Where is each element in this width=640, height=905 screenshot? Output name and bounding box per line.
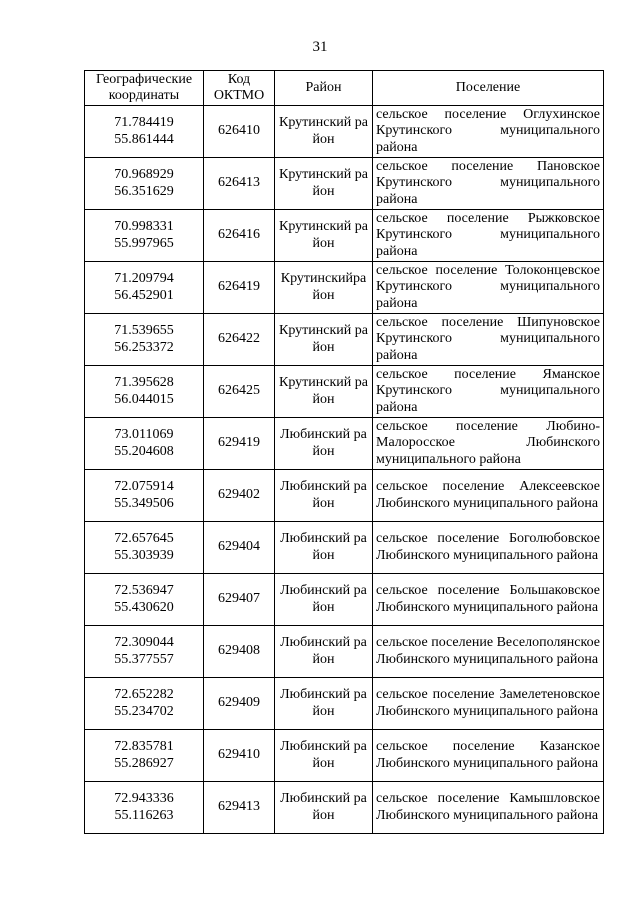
latitude-value: 55.303939 (114, 547, 174, 563)
longitude-value: 72.536947 (114, 583, 174, 598)
district-cell: Любинский район (275, 626, 373, 678)
district-cell: Крутинский район (275, 158, 373, 210)
district-cell: Крутинский район (275, 106, 373, 158)
oktmo-code-cell: 629407 (204, 574, 275, 626)
table-row (85, 210, 604, 262)
coordinates-cell (85, 678, 204, 730)
table-row (85, 574, 604, 626)
coordinates-cell (85, 366, 204, 418)
settlement-cell: сельское поселение Боголюбовское Любинского муниципального района (373, 522, 604, 574)
longitude-value: 70.998331 (114, 219, 174, 234)
header-oktmo-code (204, 71, 275, 106)
coordinates-cell (85, 782, 204, 834)
longitude-value: 72.657645 (114, 531, 174, 546)
coordinates-cell (85, 470, 204, 522)
latitude-value: 55.997965 (114, 235, 174, 251)
coordinates-cell (85, 262, 204, 314)
coordinates-cell (85, 626, 204, 678)
header-coordinates-line2: координаты (108, 88, 180, 103)
header-code-line2: ОКТМО (213, 88, 265, 103)
longitude-value: 71.209794 (114, 271, 174, 286)
longitude-value: 72.652282 (114, 687, 174, 702)
oktmo-code-cell: 626410 (204, 106, 275, 158)
district-cell: Любинский район (275, 418, 373, 470)
district-cell: Крутинскийрайон (275, 262, 373, 314)
table-row (85, 366, 604, 418)
page-number: 31 (312, 39, 328, 55)
table-row (85, 470, 604, 522)
latitude-value: 56.452901 (114, 287, 174, 303)
settlement-cell: сельское поселение Большаковское Любинского муниципального района (373, 574, 604, 626)
district-cell: Крутинский район (275, 210, 373, 262)
longitude-value: 71.539655 (114, 323, 174, 338)
latitude-value: 55.116263 (114, 807, 174, 823)
header-coordinates (85, 71, 204, 106)
settlement-cell: сельское поселение Яманское Крутинского муниципального района (373, 366, 604, 418)
coordinates-cell (85, 106, 204, 158)
latitude-value: 56.351629 (114, 183, 174, 199)
table-header-row (85, 71, 604, 106)
latitude-value: 55.234702 (114, 703, 174, 719)
oktmo-code-cell: 629419 (204, 418, 275, 470)
longitude-value: 71.395628 (114, 375, 174, 390)
table-row (85, 314, 604, 366)
latitude-value: 55.204608 (114, 443, 174, 459)
oktmo-code-cell: 626419 (204, 262, 275, 314)
district-cell: Любинский район (275, 522, 373, 574)
district-cell: Любинский район (275, 678, 373, 730)
oktmo-code-cell: 626413 (204, 158, 275, 210)
district-cell: Любинский район (275, 574, 373, 626)
longitude-value: 72.835781 (114, 739, 174, 754)
district-cell: Любинский район (275, 782, 373, 834)
latitude-value: 55.430620 (114, 599, 174, 615)
header-code-line1: Код (227, 71, 251, 87)
district-cell: Любинский район (275, 730, 373, 782)
longitude-value: 70.968929 (114, 167, 174, 182)
latitude-value: 55.377557 (114, 651, 174, 667)
table-row (85, 158, 604, 210)
coordinates-cell (85, 730, 204, 782)
coordinates-cell (85, 314, 204, 366)
settlement-cell: сельское поселение Веселополянское Любинского муниципального района (373, 626, 604, 678)
settlement-cell: сельское поселение Замелетеновское Любинского муниципального района (373, 678, 604, 730)
settlement-cell: сельское поселение Казанское Любинского муниципального района (373, 730, 604, 782)
latitude-value: 56.044015 (114, 391, 174, 407)
district-cell: Крутинский район (275, 366, 373, 418)
oktmo-code-cell: 626425 (204, 366, 275, 418)
settlements-table (84, 70, 604, 834)
table-row (85, 522, 604, 574)
latitude-value: 56.253372 (114, 339, 174, 355)
table-row (85, 782, 604, 834)
table-row (85, 418, 604, 470)
settlement-cell: сельское поселение Пановское Крутинского муниципального района (373, 158, 604, 210)
latitude-value: 55.286927 (114, 755, 174, 771)
header-coordinates-line1: Географические (95, 71, 193, 87)
oktmo-code-cell: 629402 (204, 470, 275, 522)
settlement-cell: сельское поселение Оглухинское Крутинского муниципального района (373, 106, 604, 158)
district-cell: Крутинский район (275, 314, 373, 366)
oktmo-code-cell: 629404 (204, 522, 275, 574)
settlement-cell: сельское поселение Шипуновское Крутинского муниципального района (373, 314, 604, 366)
table-row (85, 106, 604, 158)
settlement-cell: сельское поселение Рыжковское Крутинского муниципального района (373, 210, 604, 262)
oktmo-code-cell: 629408 (204, 626, 275, 678)
latitude-value: 55.349506 (114, 495, 174, 511)
oktmo-code-cell: 626422 (204, 314, 275, 366)
table-row (85, 730, 604, 782)
oktmo-code-cell: 626416 (204, 210, 275, 262)
header-district: Район (275, 71, 373, 106)
longitude-value: 72.309044 (114, 635, 174, 650)
coordinates-cell (85, 158, 204, 210)
settlement-cell: сельское поселение Толоконцевское Крутинского муниципального района (373, 262, 604, 314)
longitude-value: 73.011069 (114, 427, 174, 442)
table-row (85, 626, 604, 678)
table-row (85, 262, 604, 314)
coordinates-cell (85, 418, 204, 470)
longitude-value: 71.784419 (114, 115, 174, 130)
longitude-value: 72.943336 (114, 791, 174, 806)
header-settlement: Поселение (373, 71, 604, 106)
coordinates-cell (85, 522, 204, 574)
latitude-value: 55.861444 (114, 131, 174, 147)
coordinates-cell (85, 210, 204, 262)
longitude-value: 72.075914 (114, 479, 174, 494)
table-row (85, 678, 604, 730)
settlement-cell: сельское поселение Любино-Малоросское Любинского муниципального района (373, 418, 604, 470)
settlement-cell: сельское поселение Камышловское Любинского муниципального района (373, 782, 604, 834)
district-cell: Любинский район (275, 470, 373, 522)
oktmo-code-cell: 629410 (204, 730, 275, 782)
settlement-cell: сельское поселение Алексеевское Любинского муниципального района (373, 470, 604, 522)
oktmo-code-cell: 629409 (204, 678, 275, 730)
coordinates-cell (85, 574, 204, 626)
oktmo-code-cell: 629413 (204, 782, 275, 834)
